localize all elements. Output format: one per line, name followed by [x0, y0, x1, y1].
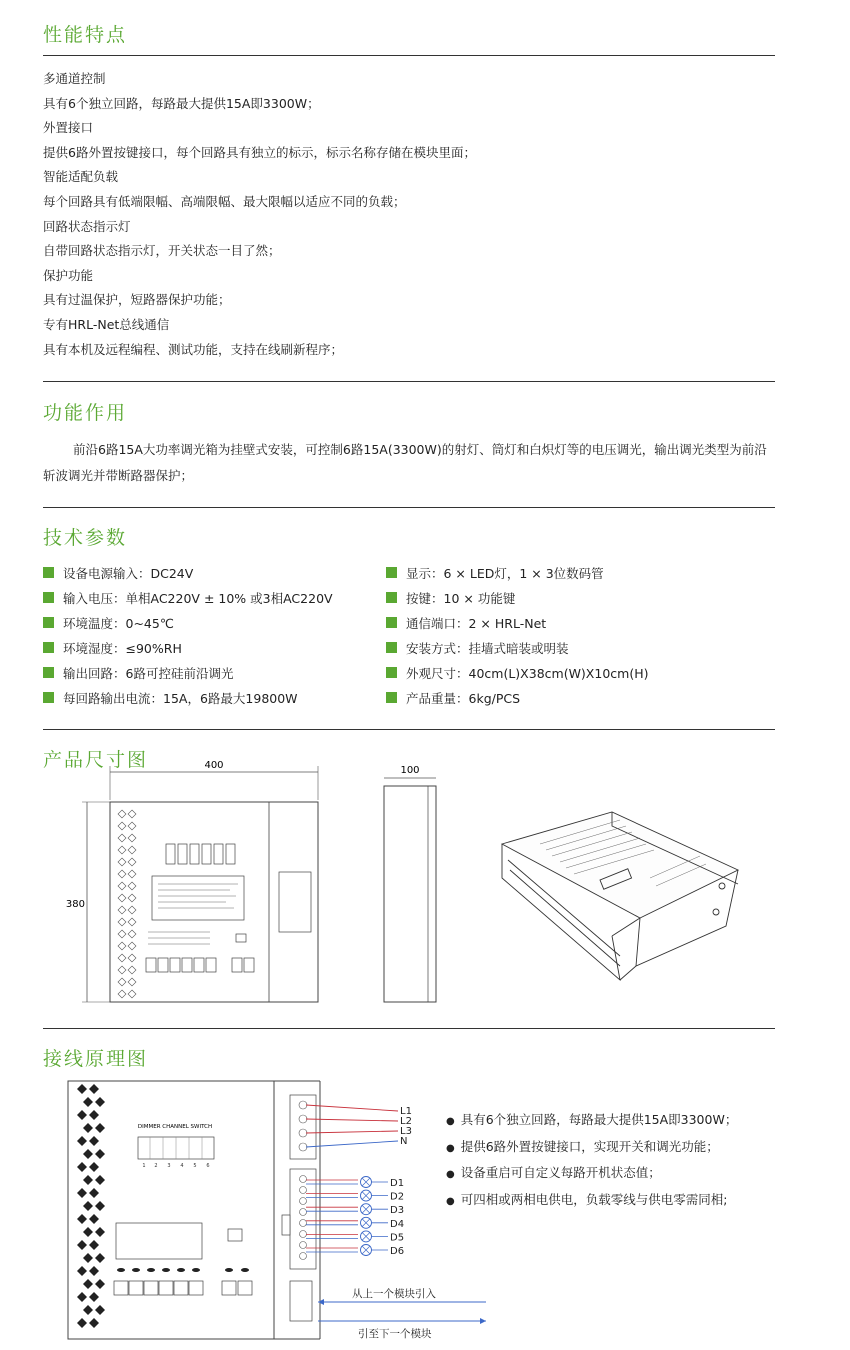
feature-line: 具有6个独立回路，每路最大提供15A即3300W；	[43, 95, 320, 111]
spec-item: 每回路输出电流：15A，6路最大19800W	[63, 690, 298, 706]
feature-line: 提供6路外置按键接口，每个回路具有独立的标示，标示名称存储在模块里面；	[43, 144, 476, 160]
divider	[43, 381, 775, 382]
feature-line: 自带回路状态指示灯，开关状态一目了然；	[43, 243, 281, 259]
bullet-square-icon	[386, 692, 397, 703]
bullet-square-icon	[386, 667, 397, 678]
section-title-function: 功能作用	[43, 402, 128, 424]
load-label: D2	[390, 1191, 405, 1203]
depth-label: 100	[400, 765, 420, 776]
feature-line: 智能适配负载	[43, 169, 119, 185]
svg-text:6: 6	[206, 1163, 210, 1169]
feature-line: 具有过温保护，短路器保护功能；	[43, 292, 231, 308]
line-label: N	[400, 1136, 408, 1147]
line-label: L1	[400, 1106, 412, 1117]
divider	[43, 729, 775, 730]
section-title-features: 性能特点	[43, 24, 128, 46]
spec-item: 通信端口：2 × HRL-Net	[406, 615, 547, 631]
load-label: D3	[390, 1205, 405, 1217]
feature-line: 保护功能	[43, 267, 94, 283]
svg-text:4: 4	[180, 1163, 184, 1169]
spec-item: 显示：6 × LED灯，1 × 3位数码管	[406, 565, 604, 581]
panel-title: DIMMER CHANNEL SWITCH	[137, 1124, 213, 1130]
dimension-drawings	[0, 760, 850, 1020]
spec-item: 按键：10 × 功能键	[406, 590, 516, 606]
spec-item: 产品重量：6kg/PCS	[406, 690, 521, 706]
features-list	[43, 67, 763, 362]
feature-line: 专有HRL-Net总线通信	[43, 316, 170, 332]
wiring-note: 可四相或两相电供电，负载零线与供电零需同相;	[460, 1191, 728, 1207]
bullet-dot-icon: ●	[446, 1116, 455, 1127]
feature-line: 每个回路具有低端限幅、高端限幅、最大限幅以适应不同的负载；	[43, 193, 406, 209]
height-label: 380	[65, 899, 85, 910]
bullet-dot-icon: ●	[446, 1195, 455, 1207]
bullet-square-icon	[43, 642, 54, 653]
bullet-square-icon	[43, 567, 54, 578]
load-label: D4	[390, 1218, 405, 1230]
bullet-square-icon	[43, 667, 54, 678]
spec-item: 输入电压：单相AC220V ± 10% 或3相AC220V	[63, 590, 333, 606]
feature-line: 回路状态指示灯	[43, 218, 131, 234]
section-title-wiring: 接线原理图	[43, 1048, 149, 1070]
feature-line: 外置接口	[43, 120, 94, 136]
spec-item: 外观尺寸：40cm(L)X38cm(W)X10cm(H)	[406, 665, 649, 681]
isometric-view	[502, 812, 738, 980]
svg-text:2: 2	[154, 1163, 158, 1169]
bullet-dot-icon: ●	[446, 1169, 455, 1181]
wiring-note: 具有6个独立回路，每路最大提供15A即3300W；	[460, 1112, 738, 1127]
divider	[43, 1028, 775, 1029]
bullet-square-icon	[386, 567, 397, 578]
wiring-notes	[446, 1108, 737, 1214]
spec-item: 环境湿度：≤90%RH	[63, 640, 182, 656]
function-paragraph: 前沿6路15A大功率调光箱为挂壁式安装，可控制6路15A(3300W)的射灯、筒灯和白炽灯等的电压调光，输出调光类型为前沿斩波调光并带断路器保护；	[43, 442, 767, 483]
module-panel	[68, 1081, 274, 1339]
feature-line: 多通道控制	[43, 71, 106, 86]
load-label: D6	[390, 1246, 405, 1257]
bullet-square-icon	[386, 592, 397, 603]
svg-text:1: 1	[142, 1163, 146, 1169]
divider	[43, 55, 775, 56]
svg-text:5: 5	[193, 1163, 197, 1169]
bus-in-label: 从上一个模块引入	[352, 1288, 436, 1300]
svg-text:3: 3	[167, 1163, 171, 1169]
line-label: L2	[400, 1116, 412, 1127]
feature-line: 具有本机及远程编程、测试功能，支持在线刷新程序；	[43, 341, 344, 357]
specs-right	[386, 560, 648, 710]
load-label: D5	[390, 1232, 405, 1244]
bullet-square-icon	[386, 617, 397, 628]
bullet-square-icon	[386, 642, 397, 653]
bus-out-label: 引至下一个模块	[358, 1328, 432, 1340]
wiring-note: 提供6路外置按键接口，实现开关和调光功能；	[460, 1138, 719, 1154]
section-title-specs: 技术参数	[43, 527, 128, 549]
divider	[43, 507, 775, 508]
spec-item: 输出回路：6路可控硅前沿调光	[63, 665, 234, 681]
bullet-square-icon	[43, 592, 54, 603]
section-title-dims: 产品尺寸图	[43, 749, 149, 771]
spec-item: 环境温度：0~45℃	[63, 615, 174, 631]
specs-left	[43, 560, 333, 710]
bullet-dot-icon: ●	[446, 1142, 455, 1154]
spec-item: 设备电源输入：DC24V	[63, 565, 194, 581]
bullet-square-icon	[43, 617, 54, 628]
line-label: L3	[400, 1126, 412, 1137]
bullet-square-icon	[43, 692, 54, 703]
spec-item: 安装方式：挂墙式暗装或明装	[406, 640, 569, 656]
width-label: 400	[204, 760, 224, 771]
load-label: D1	[390, 1178, 405, 1189]
wiring-note: 设备重启可自定义每路开机状态值；	[460, 1165, 661, 1181]
